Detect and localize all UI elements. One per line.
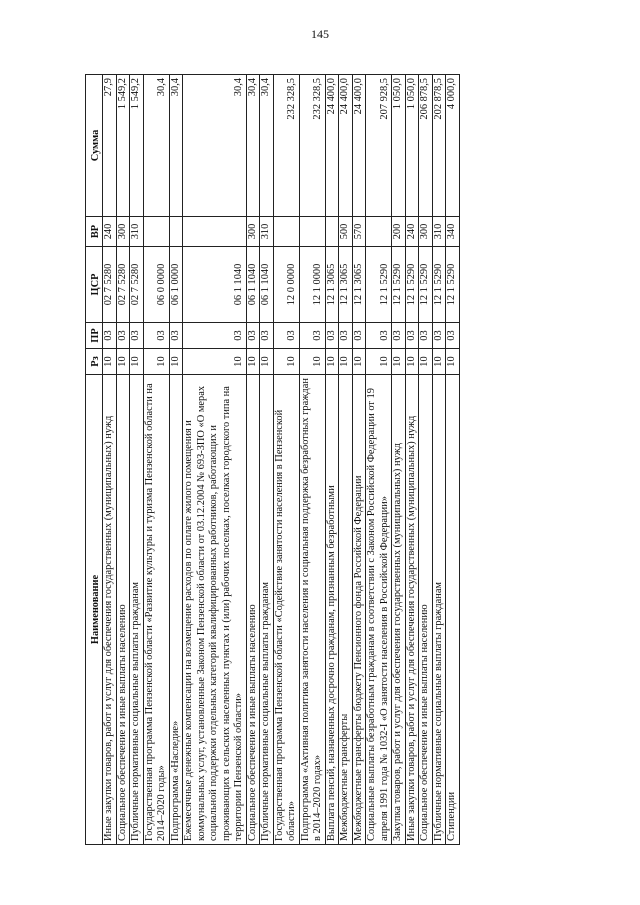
page-number: 145 [311, 27, 329, 41]
cell-csr: 02 7 5280 [130, 247, 144, 323]
table-row [246, 75, 260, 845]
header-name: Наименование [86, 375, 103, 845]
table-row [352, 75, 366, 845]
cell-vr: 310 [260, 217, 274, 247]
cell-vr [143, 217, 169, 247]
cell-rz: 10 [392, 349, 406, 375]
cell-name: Публичные нормативные социальные выплаты гражданам [130, 375, 144, 845]
cell-vr [169, 217, 183, 247]
cell-sum: 30,4 [143, 75, 169, 217]
cell-rz: 10 [116, 349, 130, 375]
cell-sum: 30,4 [246, 75, 260, 217]
cell-name: Социальные выплаты безработным гражданам в соответствии с Законом Российской Федерации от 19 апреля 1991 года № 1032-I «О занятости населения в Российской Федерации» [366, 375, 392, 845]
cell-csr: 06 1 0000 [169, 247, 183, 323]
cell-sum: 30,4 [183, 75, 247, 217]
cell-pr: 03 [116, 323, 130, 349]
cell-name: Социальное обеспечение и иные выплаты населению [116, 375, 130, 845]
cell-rz: 10 [103, 349, 117, 375]
cell-vr: 340 [446, 217, 460, 247]
cell-sum: 207 928,5 [366, 75, 392, 217]
table-row [169, 75, 183, 845]
cell-pr: 03 [169, 323, 183, 349]
cell-rz: 10 [339, 349, 353, 375]
cell-vr: 310 [130, 217, 144, 247]
cell-rz: 10 [446, 349, 460, 375]
cell-sum: 202 878,5 [432, 75, 446, 217]
cell-pr: 03 [325, 323, 339, 349]
cell-pr: 03 [352, 323, 366, 349]
table-row [183, 75, 247, 845]
cell-vr [183, 217, 247, 247]
cell-name: Межбюджетные трансферты [339, 375, 353, 845]
cell-pr: 03 [183, 323, 247, 349]
cell-pr: 03 [419, 323, 433, 349]
cell-csr: 12 1 5290 [419, 247, 433, 323]
cell-pr: 03 [130, 323, 144, 349]
cell-pr: 03 [260, 323, 274, 349]
cell-vr: 310 [432, 217, 446, 247]
cell-sum: 1 549,2 [116, 75, 130, 217]
cell-csr: 12 1 5290 [432, 247, 446, 323]
cell-vr [325, 217, 339, 247]
cell-name: Закупка товаров, работ и услуг для обеспечения государственных (муниципальных) нужд [392, 375, 406, 845]
cell-name: Иные закупки товаров, работ и услуг для обеспечения государственных (муниципальных) нужд [103, 375, 117, 845]
cell-name: Публичные нормативные социальные выплаты гражданам [432, 375, 446, 845]
cell-vr: 240 [405, 217, 419, 247]
cell-name: Социальное обеспечение и иные выплаты населению [246, 375, 260, 845]
cell-name: Социальное обеспечение и иные выплаты населению [419, 375, 433, 845]
cell-vr: 500 [339, 217, 353, 247]
cell-rz: 10 [405, 349, 419, 375]
cell-name: Государственная программа Пензенской области «Развитие культуры и туризма Пензенской области на 2014–2020 годы» [143, 375, 169, 845]
cell-pr: 03 [446, 323, 460, 349]
cell-sum: 4 000,0 [446, 75, 460, 217]
cell-csr: 12 1 3065 [325, 247, 339, 323]
cell-csr: 12 1 5290 [405, 247, 419, 323]
cell-rz: 10 [130, 349, 144, 375]
cell-rz: 10 [299, 349, 325, 375]
cell-pr: 03 [366, 323, 392, 349]
cell-vr [366, 217, 392, 247]
cell-vr: 570 [352, 217, 366, 247]
header-csr: ЦСР [86, 247, 103, 323]
rotated-table-container [85, 75, 560, 845]
table-row [392, 75, 406, 845]
cell-vr: 300 [246, 217, 260, 247]
table-header [86, 75, 103, 845]
cell-rz: 10 [246, 349, 260, 375]
table-row [366, 75, 392, 845]
cell-pr: 03 [405, 323, 419, 349]
table-row [116, 75, 130, 845]
header-vr: ВР [86, 217, 103, 247]
table-row [419, 75, 433, 845]
table-row [339, 75, 353, 845]
cell-csr: 12 1 3065 [352, 247, 366, 323]
cell-csr: 12 1 5290 [446, 247, 460, 323]
cell-csr: 12 1 5290 [392, 247, 406, 323]
table-row [143, 75, 169, 845]
cell-rz: 10 [260, 349, 274, 375]
table-row [130, 75, 144, 845]
cell-rz: 10 [325, 349, 339, 375]
cell-rz: 10 [419, 349, 433, 375]
table-row [260, 75, 274, 845]
table-row [103, 75, 117, 845]
cell-pr: 03 [432, 323, 446, 349]
table-row [446, 75, 460, 845]
cell-csr: 12 1 5290 [366, 247, 392, 323]
table-row [405, 75, 419, 845]
table-row [325, 75, 339, 845]
table-body [103, 75, 460, 845]
cell-sum: 1 050,0 [392, 75, 406, 217]
cell-sum: 24 400,0 [352, 75, 366, 217]
cell-rz: 10 [352, 349, 366, 375]
cell-pr: 03 [392, 323, 406, 349]
cell-csr: 06 0 0000 [143, 247, 169, 323]
cell-pr: 03 [246, 323, 260, 349]
cell-rz: 10 [366, 349, 392, 375]
cell-pr: 03 [339, 323, 353, 349]
cell-sum: 24 400,0 [339, 75, 353, 217]
cell-sum: 24 400,0 [325, 75, 339, 217]
cell-rz: 10 [169, 349, 183, 375]
cell-sum: 27,9 [103, 75, 117, 217]
cell-name: Выплата пенсий, назначенных досрочно гражданам, признанным безработными [325, 375, 339, 845]
cell-name: Межбюджетные трансферты бюджету Пенсионного фонда Российской Федерации [352, 375, 366, 845]
table-row [432, 75, 446, 845]
cell-sum: 30,4 [260, 75, 274, 217]
cell-csr: 02 7 5280 [116, 247, 130, 323]
table-row [273, 75, 299, 845]
cell-csr: 12 0 0000 [273, 247, 299, 323]
cell-rz: 10 [183, 349, 247, 375]
cell-sum: 232 328,5 [299, 75, 325, 217]
cell-pr: 03 [143, 323, 169, 349]
cell-rz: 10 [432, 349, 446, 375]
header-pr: ПР [86, 323, 103, 349]
cell-name: Ежемесячные денежные компенсации на возмещение расходов по оплате жилого помещения и коммунальных услуг, установленные Законом Пензенской области от 03.12.2004 № 693-ЗПО «О мерах социальной поддержки отдельных категорий квалифицированных работников, работающих и проживающих в сельских населенных пунктах и (или) рабочих поселках, поселках городского типа на территории Пензенской области» [183, 375, 247, 845]
cell-sum: 206 878,5 [419, 75, 433, 217]
cell-csr: 06 1 1040 [246, 247, 260, 323]
header-sum: Сумма [86, 75, 103, 217]
cell-name: Публичные нормативные социальные выплаты гражданам [260, 375, 274, 845]
cell-name: Государственная программа Пензенской области «Содействие занятости населения в Пензенской области» [273, 375, 299, 845]
header-row [86, 75, 103, 845]
cell-vr: 240 [103, 217, 117, 247]
cell-sum: 1 050,0 [405, 75, 419, 217]
cell-pr: 03 [103, 323, 117, 349]
cell-vr [273, 217, 299, 247]
cell-csr: 06 1 1040 [183, 247, 247, 323]
budget-table [85, 74, 460, 845]
cell-pr: 03 [299, 323, 325, 349]
cell-name: Подпрограмма «Активная политика занятости населения и социальная поддержка безработных граждан в 2014–2020 годах» [299, 375, 325, 845]
cell-csr: 02 7 5280 [103, 247, 117, 323]
cell-vr: 300 [419, 217, 433, 247]
cell-csr: 06 1 1040 [260, 247, 274, 323]
cell-sum: 232 328,5 [273, 75, 299, 217]
cell-sum: 1 549,2 [130, 75, 144, 217]
cell-sum: 30,4 [169, 75, 183, 217]
cell-csr: 12 1 3065 [339, 247, 353, 323]
cell-rz: 10 [273, 349, 299, 375]
table-row [299, 75, 325, 845]
header-rz: Рз [86, 349, 103, 375]
cell-vr: 200 [392, 217, 406, 247]
cell-vr [299, 217, 325, 247]
cell-rz: 10 [143, 349, 169, 375]
cell-pr: 03 [273, 323, 299, 349]
cell-vr: 300 [116, 217, 130, 247]
cell-name: Подпрограмма «Наследие» [169, 375, 183, 845]
cell-csr: 12 1 0000 [299, 247, 325, 323]
cell-name: Стипендии [446, 375, 460, 845]
cell-name: Иные закупки товаров, работ и услуг для обеспечения государственных (муниципальных) нужд [405, 375, 419, 845]
